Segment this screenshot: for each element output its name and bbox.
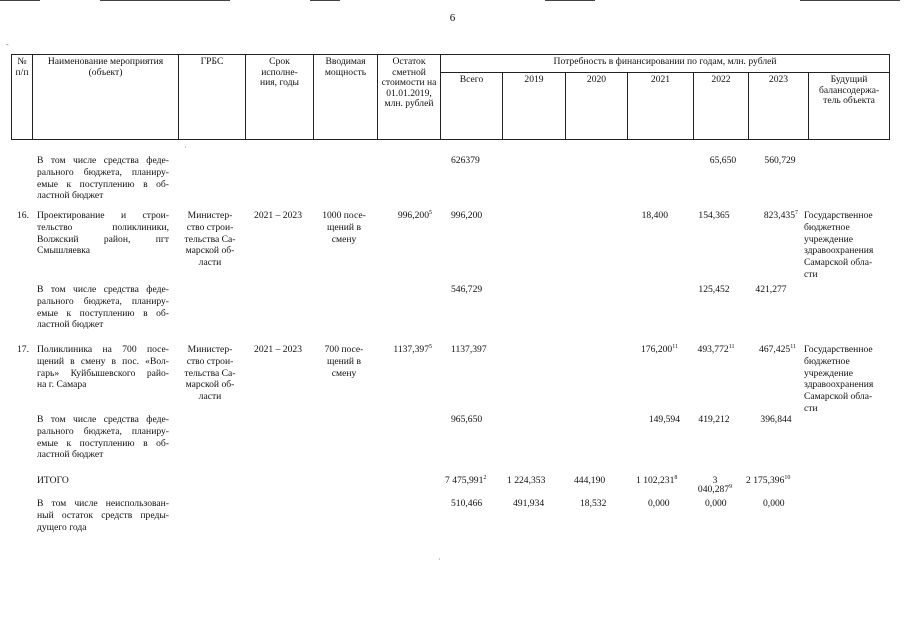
scan-speck: · — [438, 555, 441, 564]
row-total-2022: 3 040,287$^9$ — [697, 475, 733, 495]
row-16-2022: 154,365 — [698, 210, 730, 221]
header-holder: Будущий балансодержа-тель объекта — [809, 73, 890, 140]
scan-line — [800, 0, 900, 1]
header-term: Срок исполне-ния, годы — [246, 55, 314, 140]
row-federal-2021: 149,594 — [648, 414, 680, 425]
row-17-total: 1137,397 — [451, 344, 487, 355]
row-federal-2023: 421,277 — [755, 284, 787, 295]
scan-line — [310, 0, 340, 1]
table-header — [11, 54, 890, 140]
header-year-2023: 2023 — [749, 73, 809, 140]
row-16-2023: 823,435$^7$ — [763, 209, 798, 221]
row-federal-total: 965,650 — [451, 414, 483, 425]
scan-speck: - — [6, 40, 9, 49]
row-16-grbs: Министер-ство строи-тельства Са-марской об-ласти — [184, 210, 236, 269]
row-total-2019: 1 224,353 — [507, 475, 546, 486]
row-unused-name: В том числе неиспользован- ный остаток средств преды- дущего года — [37, 498, 169, 533]
row-federal-total: 546,729 — [451, 284, 483, 295]
row-17-num: 17. — [17, 344, 29, 355]
row-federal-2023: 396,844 — [760, 414, 792, 425]
row-17-2021: 176,200$^{11}$ — [641, 343, 678, 355]
header-year-2020: 2020 — [566, 73, 628, 140]
row-16-2021: 18,400 — [641, 210, 668, 221]
row-federal-2022: 65,650 — [709, 155, 737, 166]
page-number: 6 — [449, 12, 456, 24]
row-17-term: 2021 – 2023 — [254, 344, 302, 355]
scan-speck: · — [184, 143, 187, 152]
row-unused-total: 510,466 — [451, 498, 483, 509]
row-total-2021: 1 102,231$^8$ — [636, 474, 678, 486]
row-16-num: 16. — [17, 210, 29, 221]
header-year-2019: 2019 — [503, 73, 566, 140]
row-17-grbs: Министер-ство строи-тельства Са-марской об-ласти — [184, 344, 236, 403]
row-federal-name: В том числе средства феде- рального бюджета, планиру- емые к поступлению в об- ластной бюджет — [37, 284, 169, 331]
row-17-name: Поликлиника на 700 посе- щений в смену в пос. «Вол- гарь» Куйбышевского райо- на г. Самара — [37, 344, 169, 391]
row-total-total: 7 475,991$^2$ — [445, 474, 487, 486]
row-17-capacity: 700 посе-щений в смену — [324, 344, 364, 379]
header-need: Потребность в финансировании по годам, млн. рублей — [441, 55, 890, 73]
row-17-balance: 1137,397$^5$ — [393, 343, 432, 355]
header-year-2021: 2021 — [628, 73, 694, 140]
row-federal-name: В том числе средства феде- рального бюджета, планиру- емые к поступлению в об- ластной бюджет — [37, 414, 169, 461]
row-17-2022: 493,772$^{11}$ — [697, 343, 735, 355]
row-unused-2019: 491,934 — [513, 498, 545, 509]
row-16-holder: Государственное бюджетное учреждение здравоохранения Самарской обла- сти — [804, 210, 874, 280]
header-total: Всего — [441, 73, 503, 140]
scan-line — [100, 0, 230, 1]
row-total-label: ИТОГО — [37, 475, 69, 486]
row-17-holder: Государственное бюджетное учреждение здравоохранения Самарской обла- сти — [804, 344, 874, 414]
row-unused-2022: 0,000 — [705, 498, 727, 509]
header-name: Наименование мероприятия (объект) — [33, 55, 179, 140]
row-16-name: Проектирование и строи- тельство поликлиники, Волжский район, пгт Смышляевка — [37, 210, 169, 257]
header-grbs: ГРБС — [179, 55, 246, 140]
row-total-2023: 2 175,396$^{10}$ — [746, 474, 791, 486]
row-federal-2023: 560,729 — [764, 155, 796, 166]
header-balance: Остаток сметной стоимости на 01.01.2019, млн. рублей — [378, 55, 441, 140]
scan-line — [0, 0, 40, 1]
header-capacity: Вводимая мощность — [314, 55, 378, 140]
row-16-total: 996,200 — [451, 210, 483, 221]
row-federal-2022: 125,452 — [698, 284, 730, 295]
row-federal-2022: 419,212 — [698, 414, 730, 425]
row-unused-2023: 0,000 — [763, 498, 785, 509]
row-16-capacity: 1000 посе-щений в смену — [322, 210, 366, 245]
row-federal-name: В том числе средства феде- рального бюджета, планиру- емые к поступлению в об- ластной бюджет — [37, 155, 169, 202]
row-17-2023: 467,425$^{11}$ — [759, 343, 796, 355]
row-unused-2020: 18,532 — [580, 498, 607, 509]
header-num: № п/п — [12, 55, 33, 140]
header-year-2022: 2022 — [694, 73, 749, 140]
row-16-balance: 996,200$^5$ — [397, 209, 432, 221]
row-total-2020: 444,190 — [574, 475, 606, 486]
row-unused-2021: 0,000 — [648, 498, 670, 509]
scan-line — [545, 0, 595, 1]
row-16-term: 2021 – 2023 — [254, 210, 302, 221]
row-federal-total: 626379 — [451, 155, 480, 166]
